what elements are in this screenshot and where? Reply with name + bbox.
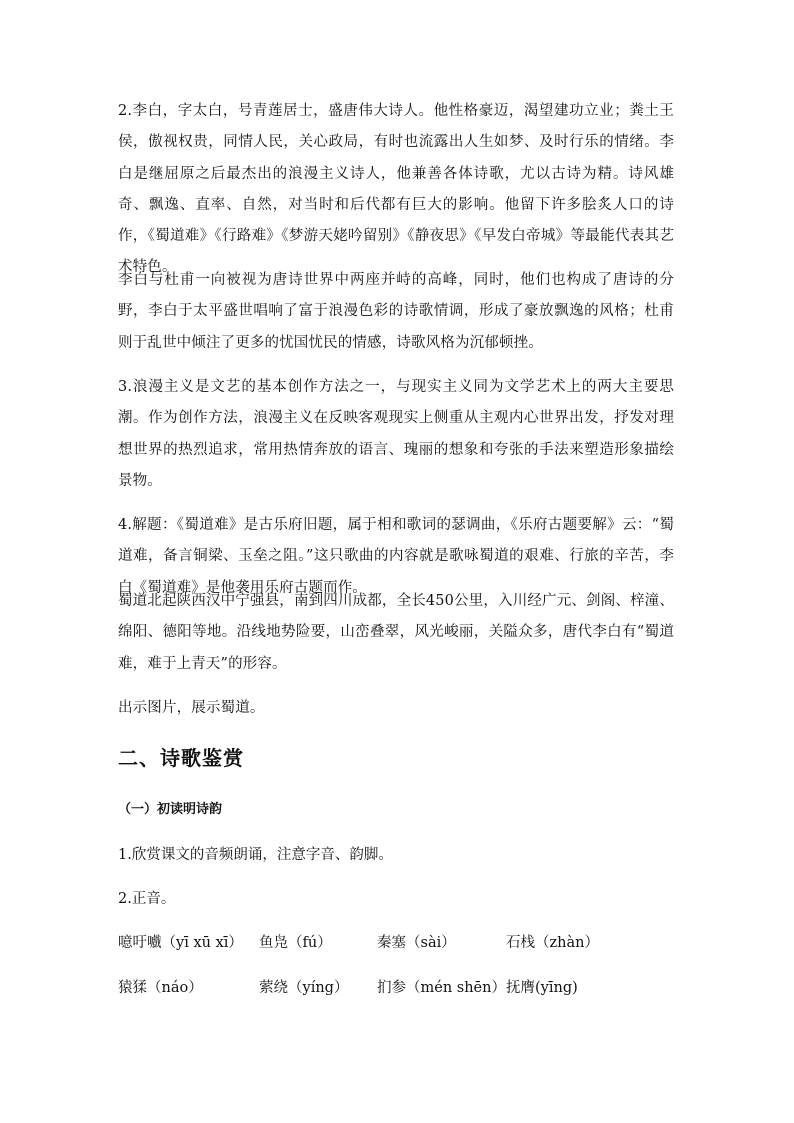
pronunciation-entry: 猿猱（náo） <box>118 980 203 996</box>
pronunciation-entry: 鱼凫（fú） <box>259 935 332 951</box>
pronunciation-entry: 抚膺(yīng) <box>506 980 578 996</box>
section-heading: 二、诗歌鉴赏 <box>118 746 244 770</box>
paragraph-li-du-comparison: 李白与杜甫一向被视为唐诗世界中两座并峙的高峰，同时，他们也构成了唐诗的分野，李白于太平盛世唱响了富于浪漫色彩的诗歌情调，形成了豪放飘逸的风格；杜甫则于乱世中倾注了更多的忧国忧民的情感，诗歌风格为沉郁顿挫。 <box>118 272 674 351</box>
pronunciation-row <box>118 931 678 955</box>
paragraph-romanticism: 3.浪漫主义是文艺的基本创作方法之一，与现实主义同为文学艺术上的两大主要思潮。作为创作方法，浪漫主义在反映客观现实上侧重从主观内心世界出发，抒发对理想世界的热烈追求，常用热情奔放的语言、瑰丽的想象和夸张的手法来塑造形象描绘景物。 <box>118 379 674 489</box>
pronunciation-entry: 噫吁嚱（yī xū xī） <box>118 935 243 951</box>
paragraph-shu-road: 蜀道北起陕西汉中宁强县，南到四川成都，全长450公里，入川经广元、剑阁、梓潼、绵阳、德阳等地。沿线地势险要，山峦叠翠，风光峻丽，关隘众多，唐代李白有“蜀道难，难于上青天”的形容。 <box>118 593 674 672</box>
pronunciation-row <box>118 976 678 1000</box>
subsection-heading: （一）初读明诗韵 <box>118 802 223 817</box>
item-listen-recitation: 1.欣赏课文的音频朗诵，注意字音、韵脚。 <box>118 847 393 863</box>
paragraph-title-explanation: 4.解题：《蜀道难》是古乐府旧题，属于相和歌词的瑟调曲，《乐府古题要解》云：“蜀道难，备言铜梁、玉垒之阻。”这只歌曲的内容就是歌咏蜀道的艰难、行旅的辛苦，李白《蜀道难》是他袭用乐府古题而作。 <box>118 517 674 596</box>
pronunciation-entry: 秦塞（sài） <box>377 935 456 951</box>
item-pronunciation: 2.正音。 <box>118 891 176 907</box>
pronunciation-entry: 扪参（mén shēn） <box>377 980 506 996</box>
pronunciation-entry: 萦绕（yíng） <box>259 980 349 996</box>
paragraph-li-bai-bio: 2.李白，字太白，号青莲居士，盛唐伟大诗人。他性格豪迈，渴望建功立业；粪土王侯，傲视权贵，同情人民，关心政局，有时也流露出人生如梦、及时行乐的情绪。李白是继屈原之后最杰出的浪漫主义诗人，他兼善各体诗歌，尤以古诗为精。诗风雄奇、飘逸、直率、自然，对当时和后代都有巨大的影响。他留下许多脍炙人口的诗作，《蜀道难》《行路难》《梦游天姥吟留别》《静夜思》《早发白帝城》等最能代表其艺术特色。 <box>118 103 674 276</box>
pronunciation-entry: 石栈（zhàn） <box>506 935 599 951</box>
paragraph-show-picture: 出示图片，展示蜀道。 <box>118 700 265 716</box>
